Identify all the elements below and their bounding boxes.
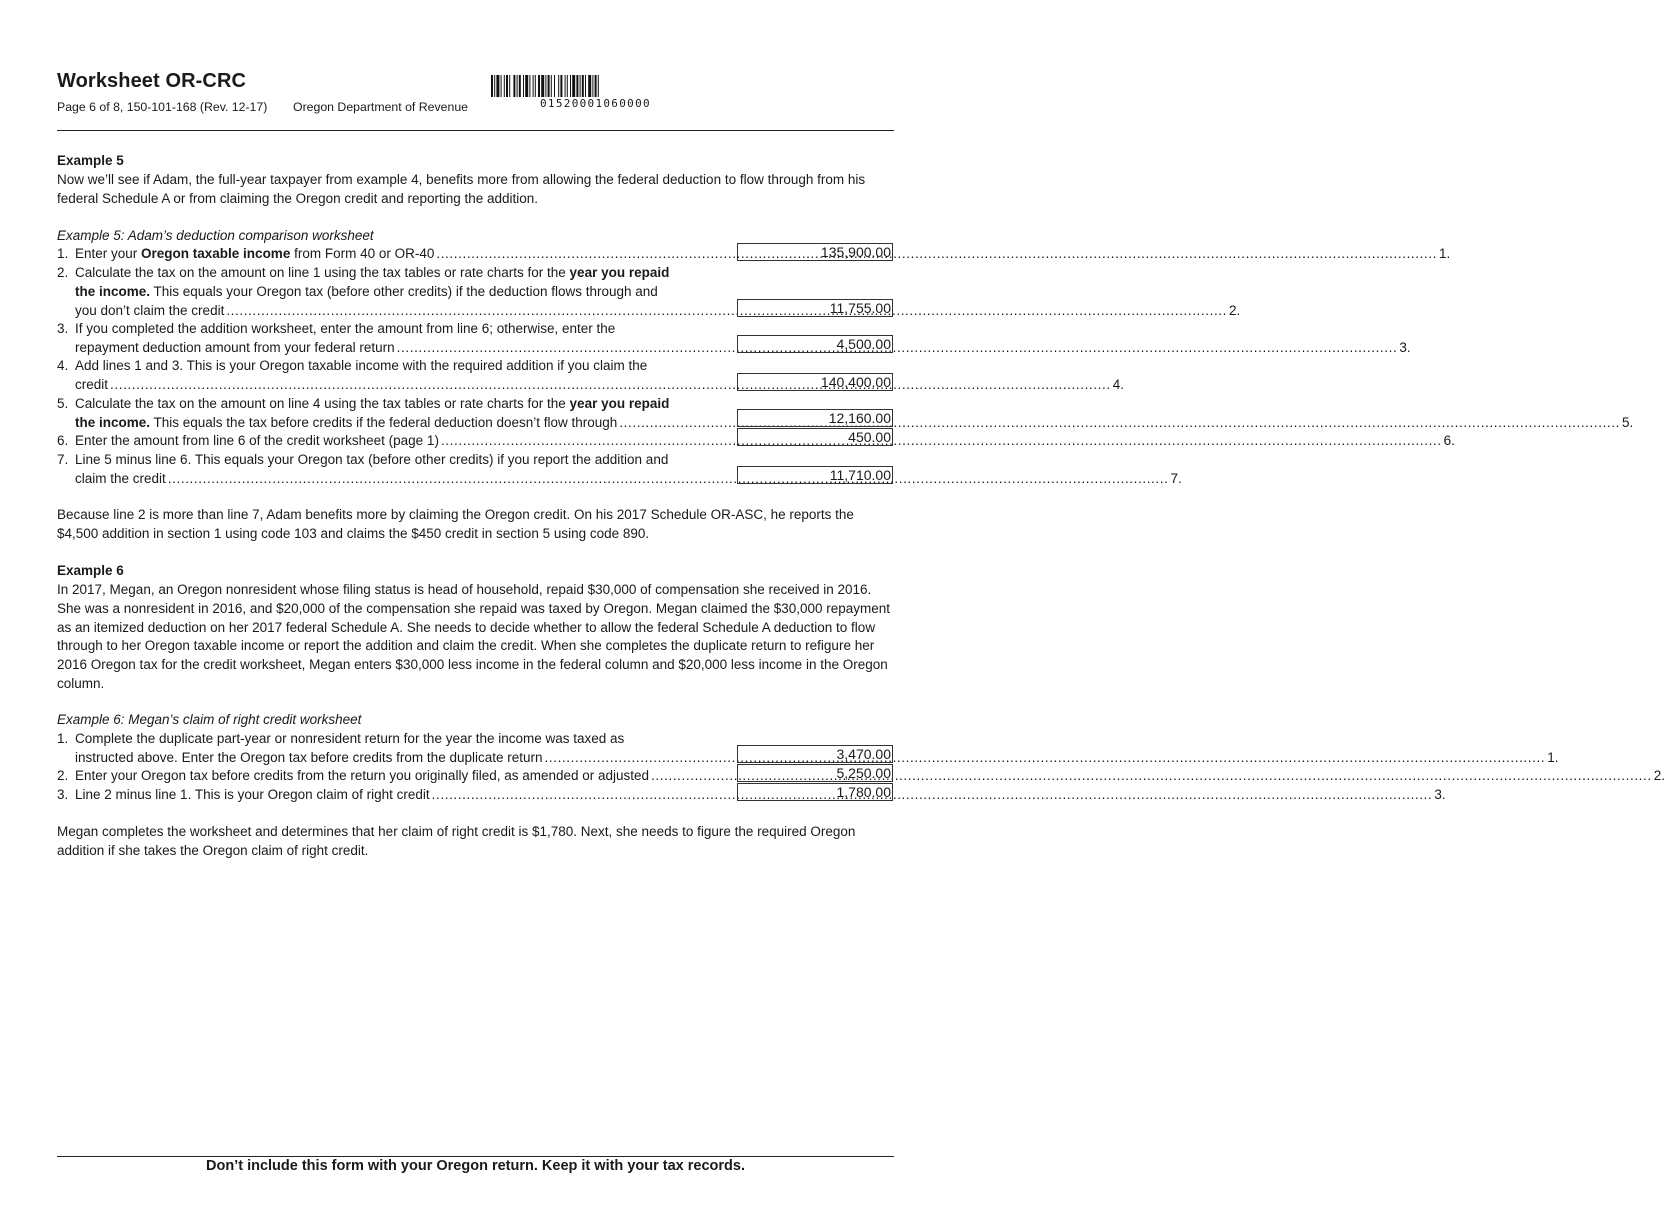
ex5-line-7: 7. Line 5 minus line 6. This equals your Oregon tax (before other credits) if you report the addition and claim the credit ..... 7. xyxy=(57,451,727,489)
example6-conclusion: Megan completes the worksheet and determines that her claim of right credit is $1,780. Next, she needs to figure the required Oregon addition if she takes the Oregon claim of right credit. xyxy=(57,824,856,858)
ex6-line-2: 2. Enter your Oregon tax before credits from the return you originally filed, as amended or adjusted ..... 2. xyxy=(57,767,727,786)
ex6-line-2-amount[interactable]: 5,250.00 xyxy=(737,764,893,782)
form-title: Worksheet OR-CRC xyxy=(57,70,247,92)
page-info: Page 6 of 8, 150-101-168 (Rev. 12-17) xyxy=(57,100,268,114)
ex5-line-3-amount[interactable]: 4,500.00 xyxy=(737,335,893,353)
barcode-number: 01520001060000 xyxy=(540,97,651,110)
example5-conclusion: Because line 2 is more than line 7, Adam benefits more by claiming the Oregon credit. On his 2017 Schedule OR-ASC, he reports the $4,500 addition in section 1 using code 103 and claims the $450 credit in section 5 using code 890. xyxy=(57,507,854,541)
example5-intro: Now we’ll see if Adam, the full-year taxpayer from example 4, benefits more from allowing the federal deduction to flow through from his federal Schedule A or from claiming the Oregon credit and reporting the addition. xyxy=(57,172,866,206)
ex5-line-1: 1. Enter your Oregon taxable income from Form 40 or OR-40 ..... 1. xyxy=(57,245,727,264)
ex6-line-1-amount[interactable]: 3,470.00 xyxy=(737,745,893,763)
ex5-line-5-amount[interactable]: 12,160.00 xyxy=(737,409,893,427)
example6-worksheet-title: Example 6: Megan’s claim of right credit worksheet xyxy=(57,712,362,727)
example5-heading: Example 5 xyxy=(57,153,124,168)
footer-divider xyxy=(57,1156,894,1157)
ex5-line-4: 4. Add lines 1 and 3. This is your Oregon taxable income with the required addition if you claim the credit ..... 4. xyxy=(57,357,727,395)
department-name: Oregon Department of Revenue xyxy=(293,100,468,114)
ex5-line-6: 6. Enter the amount from line 6 of the credit worksheet (page 1) ..... 6. xyxy=(57,432,727,451)
ex5-line-6-amount[interactable]: 450.00 xyxy=(737,428,893,446)
ex5-line-5: 5. Calculate the tax on the amount on line 4 using the tax tables or rate charts for the year you repaid the income. This equals the tax before credits if the federal deduction doesn’t flow through ..... 5. xyxy=(57,395,727,433)
example6-intro: In 2017, Megan, an Oregon nonresident whose filing status is head of household, repaid $30,000 of compensation she received in 2016. She was a nonresident in 2016, and $20,000 of the compensation she repaid was taxed by Oregon. Megan claimed the $30,000 repayment as an itemized deduction on her 2017 federal Schedule A. She needs to decide whether to allow the federal Schedule A deduction to flow through to her Oregon taxable income or report the addition and claim the credit. When she completes the duplicate return to refigure her 2016 Oregon tax for the credit worksheet, Megan enters $30,000 less income in the federal column and $20,000 less income in the Oregon column. xyxy=(57,582,891,691)
footer-note: Don’t include this form with your Oregon return. Keep it with your tax records. xyxy=(206,1158,745,1174)
ex5-line-4-amount[interactable]: 140,400.00 xyxy=(737,373,893,391)
barcode xyxy=(491,75,703,97)
example5-worksheet-title: Example 5: Adam’s deduction comparison worksheet xyxy=(57,228,374,243)
ex5-line-2-amount[interactable]: 11,755.00 xyxy=(737,299,893,317)
line-number: 1. xyxy=(57,246,69,261)
ex6-line-3: 3. Line 2 minus line 1. This is your Oregon claim of right credit ..... 3. xyxy=(57,786,727,805)
ex5-line-3: 3. If you completed the addition worksheet, enter the amount from line 6; otherwise, enter the repayment deduction amount from your federal return ..... 3. xyxy=(57,320,727,358)
example6-heading: Example 6 xyxy=(57,563,124,578)
ex6-line-3-amount[interactable]: 1,780.00 xyxy=(737,783,893,801)
header-divider xyxy=(57,130,894,131)
ex5-line-2: 2. Calculate the tax on the amount on line 1 using the tax tables or rate charts for the year you repaid the income. This equals your Oregon tax (before other credits) if the deduction flows through and you don’t claim the credit ..... 2. xyxy=(57,264,727,320)
ex5-line-1-amount[interactable]: 135,900.00 xyxy=(737,243,893,261)
ex6-line-1: 1. Complete the duplicate part-year or nonresident return for the year the income was taxed as instructed above. Enter the Oregon tax before credits from the duplicate return ..... 1. xyxy=(57,730,727,768)
ex5-line-7-amount[interactable]: 11,710.00 xyxy=(737,466,893,484)
